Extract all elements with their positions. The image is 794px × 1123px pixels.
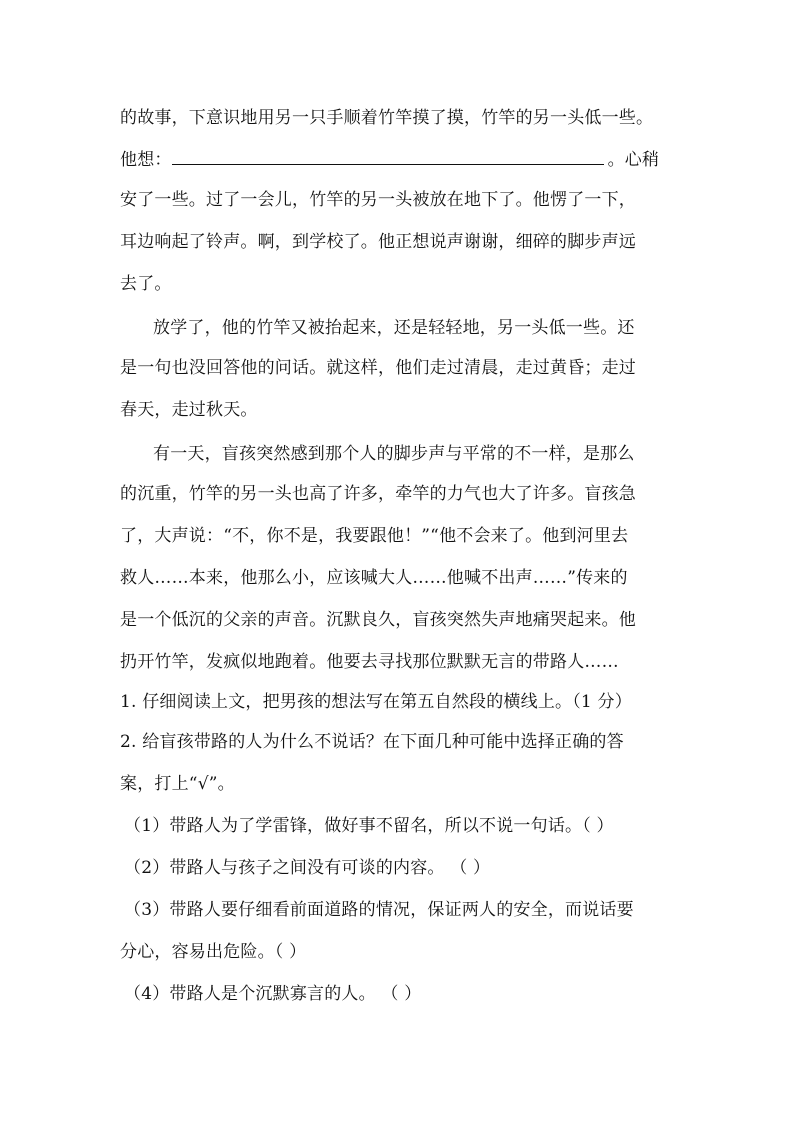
passage-line: 扔开竹竿，发疯似地跑着。他要去寻找那位默默无言的带路人…… — [120, 652, 619, 672]
question-2-continued: 案，打上“√”。 — [120, 774, 235, 794]
answer-option-2[interactable]: （2）带路人与孩子之间没有可谈的内容。 （ ） — [124, 858, 491, 878]
passage-line: 了，大声说：“不，你不是，我要跟他！”“他不会来了。他到河里去 — [120, 526, 629, 546]
passage-line: 是一句也没回答他的问话。就这样，他们走过清晨，走过黄昏；走过 — [120, 358, 636, 378]
answer-option-3-continued[interactable]: 分心，容易出危险。（ ） — [120, 942, 307, 962]
answer-blank-line[interactable] — [172, 146, 604, 165]
passage-line: 的沉重，竹竿的另一头也高了许多，牵竿的力气也大了许多。盲孩急 — [120, 484, 636, 504]
passage-line-with-blank — [120, 146, 680, 172]
passage-paragraph-start: 放学了，他的竹竿又被抬起来，还是轻轻地，另一头低一些。还 — [153, 318, 635, 338]
passage-paragraph-start: 有一天，盲孩突然感到那个人的脚步声与平常的不一样，是那么 — [153, 444, 635, 464]
passage-line: 是一个低沉的父亲的声音。沉默良久，盲孩突然失声地痛哭起来。他 — [120, 610, 636, 630]
passage-line: 的故事，下意识地用另一只手顺着竹竿摸了摸，竹竿的另一头低一些。 — [120, 108, 654, 128]
passage-line: 耳边响起了铃声。啊，到学校了。他正想说声谢谢，细碎的脚步声远 — [120, 232, 636, 252]
passage-line: 救人……本来，他那么小，应该喊大人……他喊不出声……”传来的 — [120, 568, 628, 588]
answer-option-3[interactable]: （3）带路人要仔细看前面道路的情况，保证两人的安全，而说话要 — [124, 900, 634, 920]
passage-line: 春天，走过秋天。 — [120, 400, 258, 420]
answer-option-1[interactable]: （1）带路人为了学雷锋，做好事不留名，所以不说一句话。（ ） — [124, 816, 614, 836]
passage-line: 去了。 — [120, 274, 172, 294]
question-2: 2. 给盲孩带路的人为什么不说话？在下面几种可能中选择正确的答 — [120, 732, 624, 752]
passage-line-suffix: 。心稍 — [607, 150, 660, 170]
answer-option-4[interactable]: （4）带路人是个沉默寡言的人。 （ ） — [124, 984, 422, 1004]
passage-line-prefix: 他想： — [120, 150, 172, 170]
passage-line: 安了一些。过了一会儿，竹竿的另一头被放在地下了。他愣了一下， — [120, 190, 636, 210]
question-1: 1. 仔细阅读上文，把男孩的想法写在第五自然段的横线上。（1 分） — [120, 692, 632, 712]
